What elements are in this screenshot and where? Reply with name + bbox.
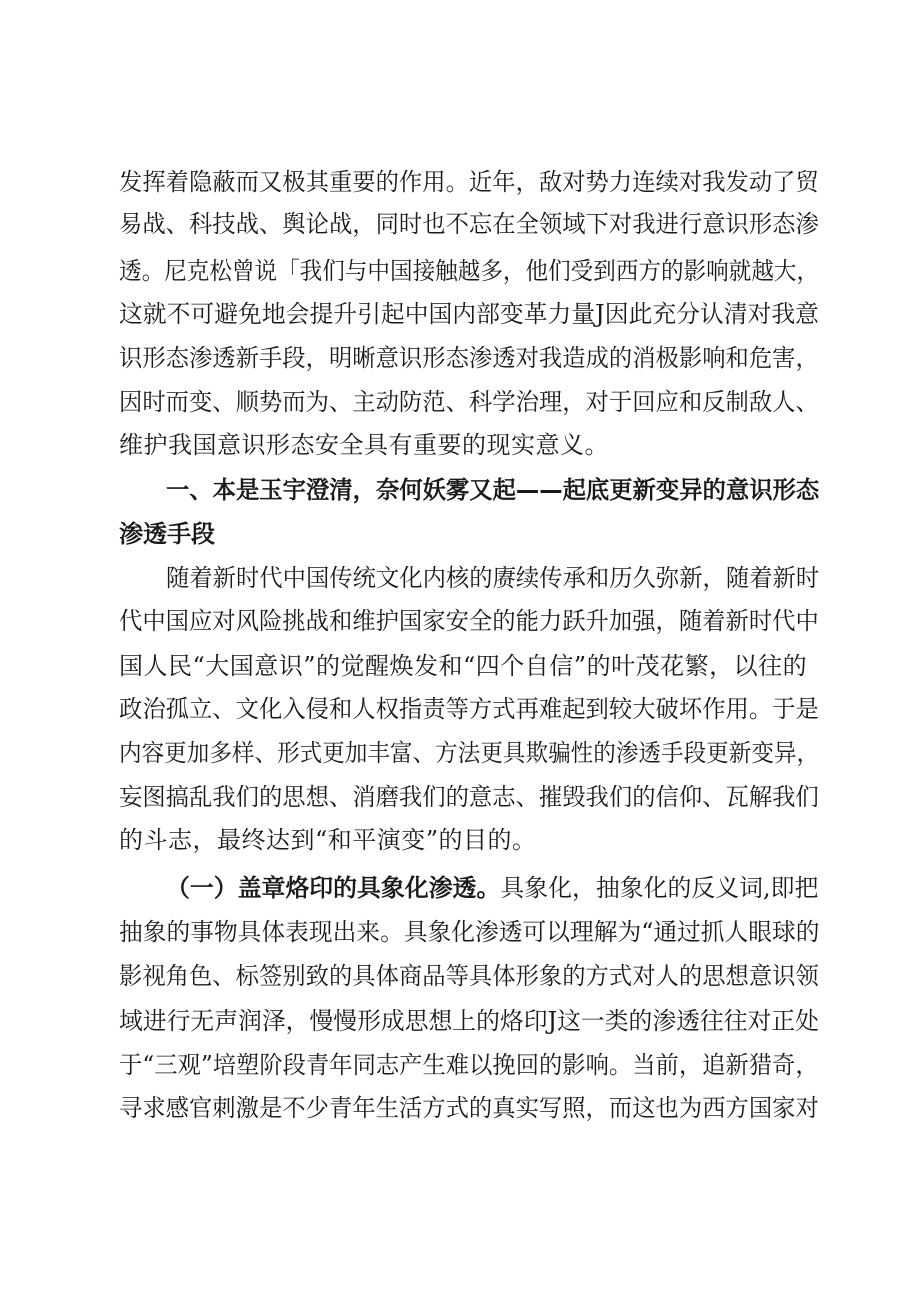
text-line: 国人民“大国意识”的觉醒焕发和“四个自信”的叶茂花繁，以往的 (119, 652, 808, 680)
text-line: 维护我国意识形态安全具有重要的现实意义。 (119, 431, 609, 459)
text-span: 具象化，抽象化的反义词,即把 (500, 874, 819, 902)
text-line: 政治孤立、文化入侵和人权指责等方式再难起到较大破坏作用。于是 (119, 695, 819, 723)
text-line: 识形态渗透新手段，明晰意识形态渗透对我造成的消极影响和危害， (119, 344, 819, 372)
text-line: 寻求感官刺激是不少青年生活方式的真实写照，而这也为西方国家对 (119, 1094, 819, 1122)
text-line: 域进行无声润泽，慢慢形成思想上的烙印J这一类的渗透往往对正处 (119, 1007, 819, 1035)
subsection-title: （一）盖章烙印的具象化渗透。 (166, 873, 501, 902)
heading-line: 一、本是玉宇澄清，奈何妖雾又起——起底更新变异的意识形态 (166, 476, 820, 504)
text-line: 妄图搞乱我们的思想、消磨我们的意志、摧毁我们的信仰、瓦解我们 (119, 783, 819, 811)
text-line: 因时而变、顺势而为、主动防范、科学治理，对于回应和反制敌人、 (119, 388, 819, 416)
text-line: 影视角色、标签别致的具体商品等具体形象的方式对人的思想意识领 (119, 962, 819, 990)
heading-line: 渗透手段 (119, 520, 215, 548)
text-line (166, 868, 819, 908)
text-line: 这就不可避免地会提升引起中国内部变革力量J因此充分认清对我意 (119, 300, 819, 328)
text-line: 的斗志，最终达到“和平演变”的目的。 (119, 826, 537, 854)
text-line: 易战、科技战、舆论战，同时也不忘在全领域下对我进行意识形态渗 (119, 210, 819, 238)
text-line: 透。尼克松曾说「我们与中国接触越多，他们受到西方的影响就越大， (119, 257, 820, 285)
text-line: 抽象的事物具体表现出来。具象化渗透可以理解为“通过抓人眼球的 (119, 918, 820, 946)
text-line: 内容更加多样、形式更加丰富、方法更具欺骗性的渗透手段更新变异， (119, 739, 820, 767)
text-line: 于“三观”培塑阶段青年同志产生难以挽回的影响。当前，追新猎奇， (119, 1051, 819, 1079)
text-line: 代中国应对风险挑战和维护国家安全的能力跃升加强，随着新时代中 (119, 607, 819, 635)
text-line: 随着新时代中国传统文化内核的赓续传承和历久弥新，随着新时 (166, 564, 820, 592)
text-line: 发挥着隐蔽而又极其重要的作用。近年，敌对势力连续对我发动了贸 (119, 168, 819, 196)
